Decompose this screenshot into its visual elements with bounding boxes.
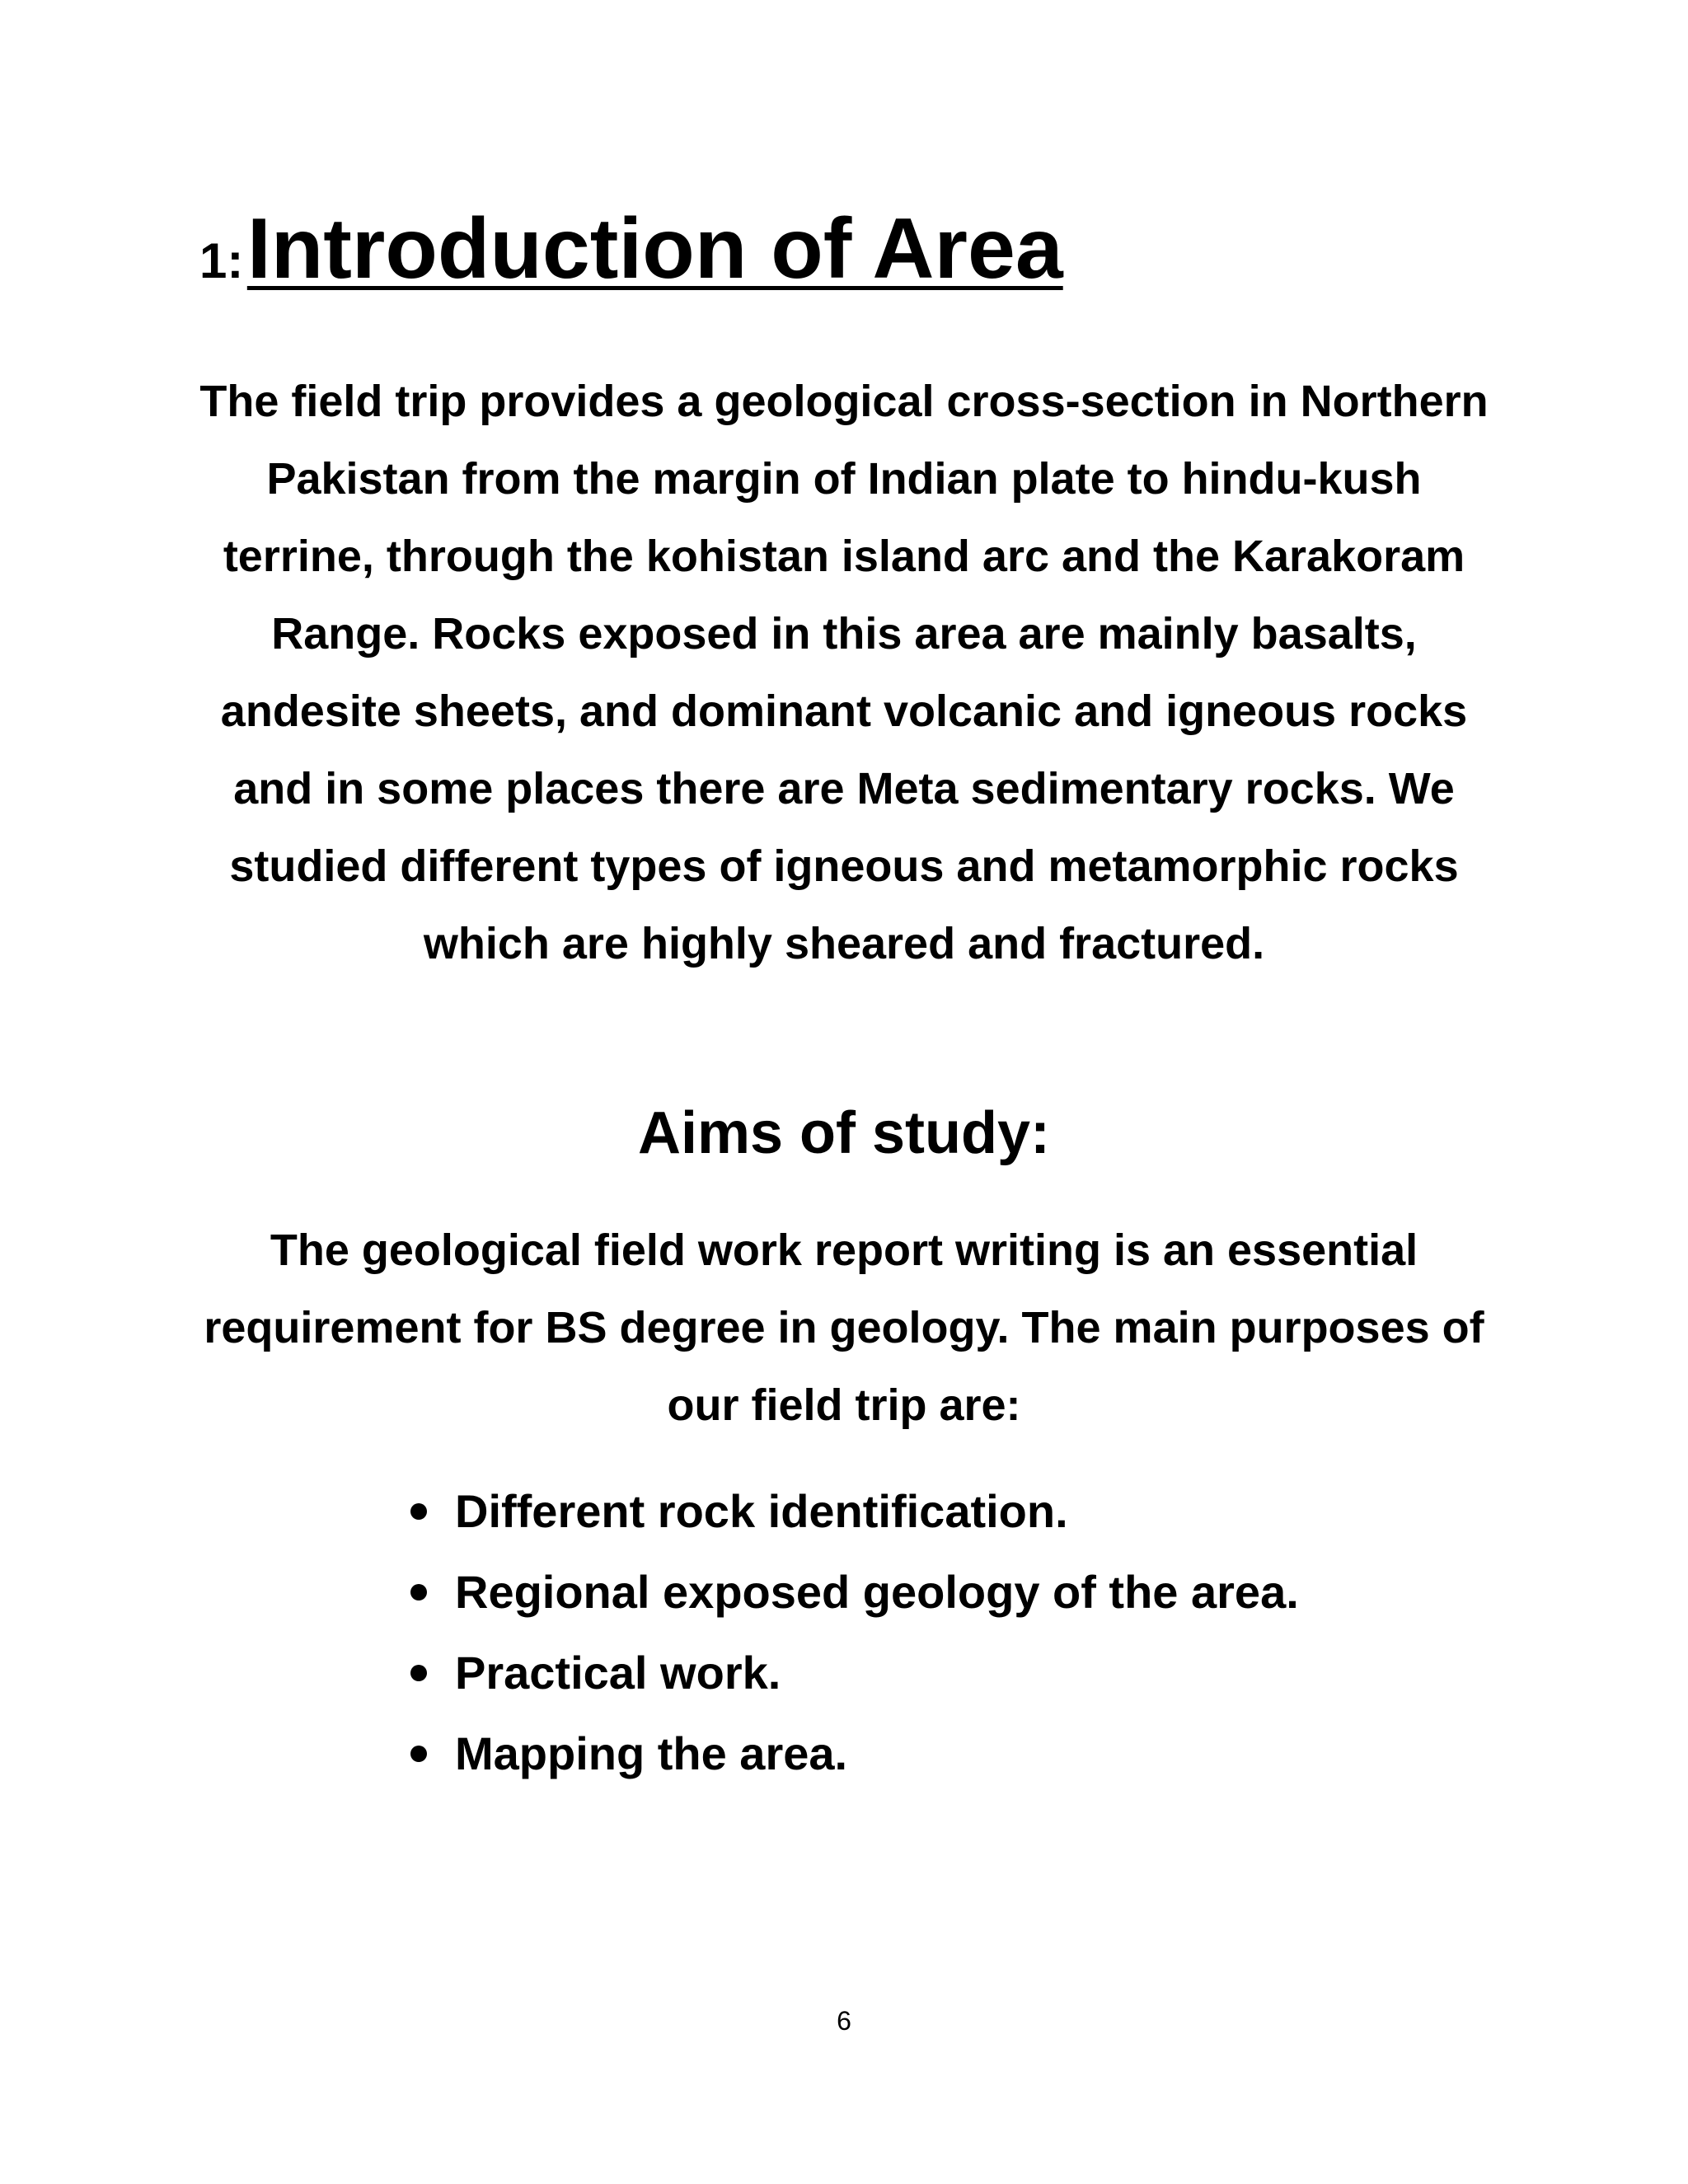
bullet-icon	[410, 1665, 427, 1681]
section-title: Introduction of Area	[246, 201, 1063, 297]
bullet-icon	[410, 1746, 427, 1762]
list-item	[404, 1552, 1299, 1633]
list-item-text: Mapping the area.	[455, 1727, 848, 1779]
section-number: 1:	[199, 233, 244, 288]
list-item-text: Regional exposed geology of the area.	[455, 1566, 1299, 1618]
list-item-text: Different rock identification.	[455, 1485, 1068, 1537]
bullet-icon	[410, 1584, 427, 1601]
list-item	[404, 1713, 1299, 1794]
page-number: 6	[837, 2006, 851, 2036]
bullet-icon	[410, 1503, 427, 1520]
intro-paragraph: The field trip provides a geological cross-section in Northern Pakistan from the margin of Indian plate to hindu-kush terrine, through the kohistan island arc and the Karakoram Range. Rocks exposed in this area are mainly basalts, andesite sheets, and dominant volcanic and igneous rocks and in some places there are Meta sedimentary rocks. We studied different types of igneous and metamorphic rocks which are highly sheared and fractured.	[199, 377, 1489, 968]
list-item-text: Practical work.	[455, 1647, 781, 1699]
aims-heading: Aims of study:	[637, 1100, 1051, 1166]
aims-paragraph: The geological field work report writing is an essential requirement for BS degree in geology. The main purposes of our field trip are:	[204, 1226, 1484, 1430]
list-item	[404, 1633, 1299, 1713]
list-item	[404, 1471, 1299, 1552]
section-heading	[199, 201, 1063, 297]
aims-list	[404, 1471, 1299, 1794]
